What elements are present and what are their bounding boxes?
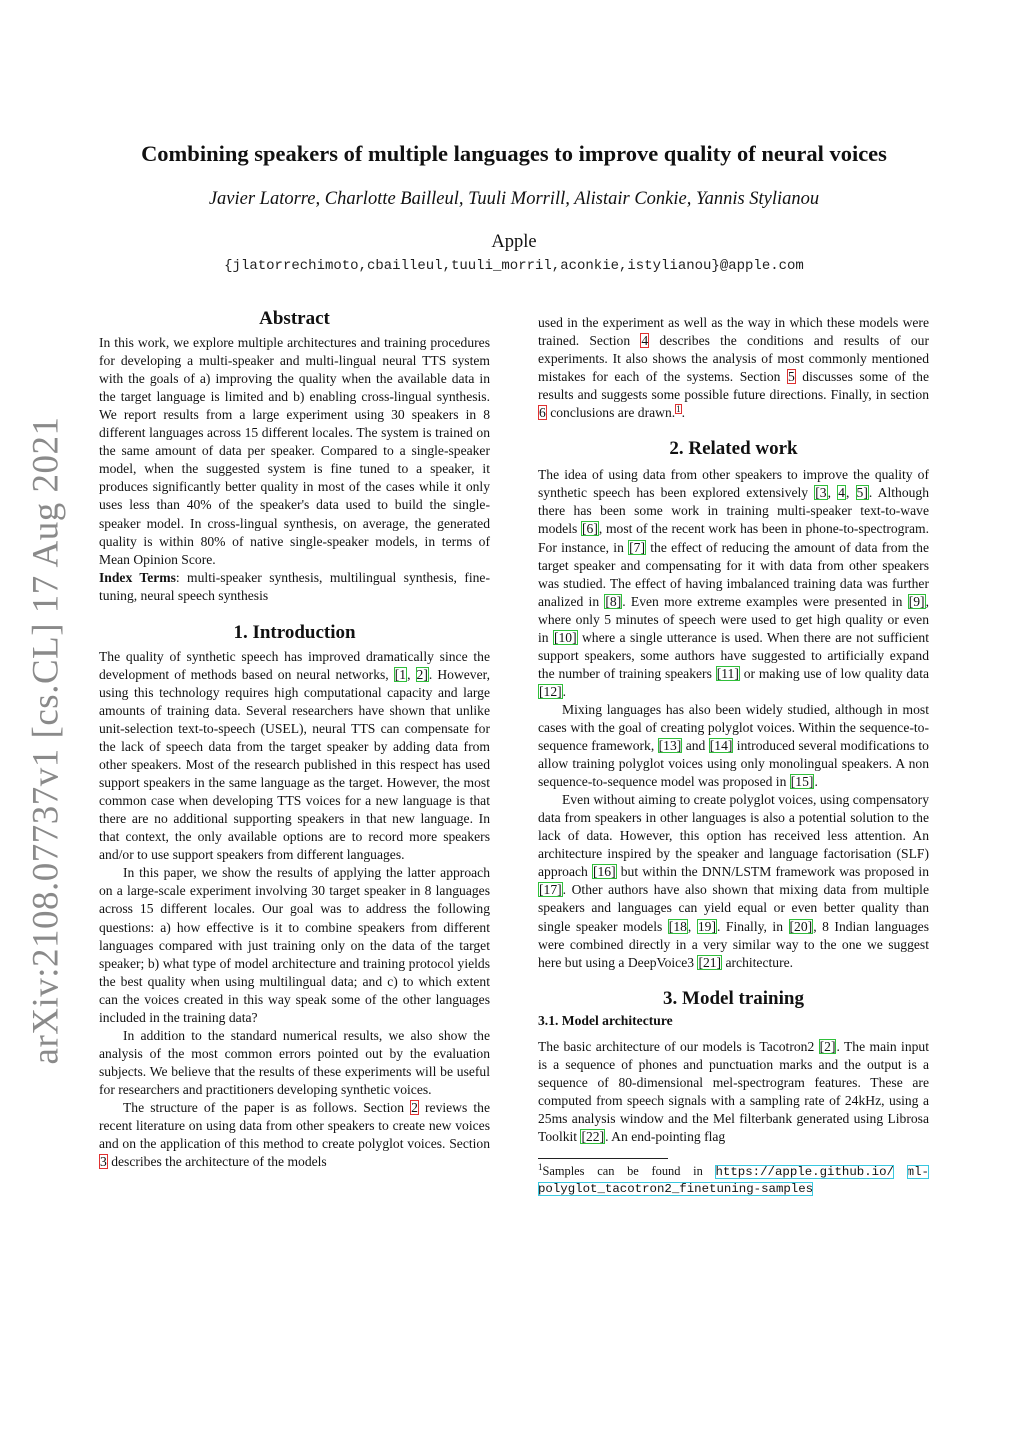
intro-paragraph-1: The quality of synthetic speech has improved dramatically since the development of methods based on neural networks, [1, 2]. However, using this technology requires high computational capacity and large amounts of training data. Several researchers have shown that unlike unit-selection text-to-speech (USEL), neural TTS can compensate for the lack of speech data from the target speaker by adding data from other speakers. Most of the research published in this respect has used support speakers in the same language as the target. However, the most common case when developing TTS voices for a new language is that there are no additional supporting speakers in that new language. In that context, the only available options are to record more speakers and/or to use support speakers from different languages. — [99, 648, 491, 863]
citation-3[interactable]: [3 — [815, 485, 827, 501]
intro-paragraph-2: In this paper, we show the results of applying the latter approach on a large-scale experiment involving 30 target speaker in 8 languages across 15 different locales. Our goal was to address the following questions: a) how effective is it to combine speakers from different languages compared with just training only on the data of the target speaker; b) what type of model architecture and training protocol yields the best quality when using multilingual data; and c) to which extent can the voices created in this way speak some of the other languages included in the training data? — [99, 865, 490, 1025]
author-list: Javier Latorre, Charlotte Bailleul, Tuuli Morrill, Alistair Conkie, Yannis Stylianou — [208, 189, 820, 209]
citation-15[interactable]: [15] — [790, 774, 814, 790]
footnote — [538, 1163, 929, 1197]
paper-title: Combining speakers of multiple languages to improve quality of neural voices — [141, 141, 887, 166]
model-paragraph-1: The basic architecture of our models is Tacotron2 [2]. The main input is a sequence of phones and punctuation marks and the output is a sequence of 80-dimensional mel-spectrogram features. These are computed from speech signals with a sampling rate of 24kHz, using a 25ms analysis window and the Mel filterbank generated using Librosa Toolkit [22]. An end-pointing flag — [538, 1038, 930, 1144]
index-terms-label: Index Terms — [99, 569, 176, 585]
affiliation: Apple — [491, 232, 537, 252]
abstract-text: In this work, we explore multiple architectures and training procedures for developing a multi-speaker and multi-lingual neural TTS system with the goals of a) improving the quality when the available data in the target language is limited and b) enabling cross-lingual synthesis. We report results from a large experiment using 30 speakers in 8 different languages across 15 different locales. The system is trained on the same amount of data per speaker. Compared to a single-speaker model, when the suggested system is fine tuned to a speaker, it produces significantly better quality in most of the cases while it only uses less than 40% of the speaker's data used to build the single-speaker model. In cross-lingual synthesis, on average, the generated quality is within 80% of native single-speaker models, in terms of Mean Opinion Score. — [99, 335, 490, 567]
citation-9[interactable]: [9] — [908, 593, 925, 609]
citation-19[interactable]: 19] — [697, 918, 716, 934]
citation-14[interactable]: [14] — [709, 738, 733, 754]
related-work-heading: 2. Related work — [669, 438, 798, 460]
left-column — [99, 310, 490, 1171]
index-terms-text: : multi-speaker synthesis, multilingual synthesis, fine-tuning, neural speech synthesis — [99, 569, 490, 603]
citation-1[interactable]: [1 — [394, 666, 407, 682]
citation-18[interactable]: [18 — [668, 918, 687, 934]
citation-12[interactable]: [12] — [539, 683, 562, 699]
section-link-5[interactable]: 5 — [787, 369, 795, 385]
arxiv-id-text: arXiv:2108.07737v1 [cs.CL] 17 Aug 2021 — [25, 416, 67, 1064]
footnote-url-part-2[interactable]: ml-polyglot_tacotron2_finetuning-samples — [538, 1165, 929, 1197]
citation-22[interactable]: [22] — [581, 1128, 605, 1144]
author-emails: {jlatorrechimoto,cbailleul,tuuli_morril,aconkie,istylianou}@apple.com — [224, 258, 804, 274]
footnote-text: Samples can be found in — [542, 1164, 716, 1179]
model-training-heading: 3. Model training — [663, 987, 804, 1009]
citation-5[interactable]: 5] — [856, 485, 868, 501]
citation-8[interactable]: [8] — [605, 593, 622, 609]
section-link-2[interactable]: 2 — [411, 1099, 418, 1115]
related-paragraph-1: The idea of using data from other speakers to improve the quality of synthetic speech has been explored extensively [3, 4, 5]. Although there has been some work in training multi-speaker text-to-wave models [6], most of the recent work has been in phone-to-spectrogram. For instance, in [7] the effect of reducing the amount of data from the target speaker and compensating for it with data from other speakers was studied. The effect of having imbalanced training data was further analized in [8]. Even more extreme examples were presented in [9], where only 5 minutes of speech were used to get high quality or even in [10] where a single utterance is used. When there are not sufficient support speakers, some authors have suggested to artificially expand the number of training speakers [11] or making use of low quality data [12]. — [538, 467, 930, 699]
section-link-3[interactable]: 3 — [100, 1154, 107, 1170]
citation-10[interactable]: [10] — [553, 629, 577, 645]
footnote-rule — [538, 1158, 668, 1159]
citation-17[interactable]: [17] — [539, 882, 562, 898]
citation-7[interactable]: [7] — [629, 539, 645, 555]
abstract-heading: Abstract — [259, 308, 330, 329]
intro-continuation: used in the experiment as well as the way in which these models were trained. Section 4 describes the conditions and results of our experiments. It also shows the analysis of most commonly mentioned mistakes for each of the systems. Section 5 discusses some of the results and suggests some possible future directions. Finally, in section 6 conclusions are drawn.$^1$. — [538, 315, 930, 421]
intro-paragraph-3: In addition to the standard numerical results, we also show the analysis of the most common errors pointed out by the evaluation subjects. We believe that the results of these experiments will be useful for researchers and practitioners developing synthetic voices. — [99, 1027, 490, 1097]
section-link-6[interactable]: 6 — [539, 405, 546, 421]
related-paragraph-3: Even without aiming to create polyglot voices, using compensatory data from speakers in other languages is also a potential solution to the lack of data. However, this option has received less attention. An architecture inspired by the speaker and language factorisation (SLF) approach [16] but within the DNN/LSTM framework was proposed in [17]. Other authors have also shown that mixing data from multiple speakers and languages can yield equal or even better quality than single speaker models [18, 19]. Finally, in [20], 8 Indian languages were combined directly in a very similar way to the one we suggest here but using a DeepVoice3 [21] architecture. — [538, 792, 930, 970]
intro-heading: 1. Introduction — [233, 621, 356, 643]
related-paragraph-2: Mixing languages has also been widely studied, although in most cases with the goal of creating polyglot voices. Within the sequence-to-sequence framework, [13] and [14] introduced several modifications to allow training polyglot voices using only monolingual speakers. A non sequence-to-sequence model was proposed in [15]. — [538, 701, 929, 790]
footnote-link-1[interactable]: 1 — [676, 403, 681, 414]
section-link-4[interactable]: 4 — [641, 333, 649, 349]
index-terms — [99, 569, 490, 605]
citation-2b[interactable]: [2] — [819, 1038, 836, 1054]
intro-paragraph-4: The structure of the paper is as follows. Section 2 reviews the recent literature on using data from other speakers to create new voices and on the application of this method to create polyglot voices. Section 3 describes the architecture of the models — [99, 1099, 490, 1170]
model-architecture-subheading: 3.1. Model architecture — [538, 1012, 673, 1028]
citation-11[interactable]: [11] — [716, 665, 739, 681]
citation-16[interactable]: [16] — [592, 864, 616, 880]
citation-2[interactable]: 2] — [416, 666, 428, 682]
footnote-url-part-1[interactable]: https://apple.github.io/ — [715, 1165, 894, 1180]
arxiv-identifier — [25, 416, 67, 1064]
citation-21[interactable]: [21] — [698, 954, 722, 970]
citation-6[interactable]: [6] — [582, 521, 598, 537]
citation-13[interactable]: [13] — [658, 738, 682, 754]
right-column — [538, 314, 929, 1197]
footnote-mark: 1 — [538, 1161, 543, 1172]
citation-20[interactable]: [20] — [789, 918, 813, 934]
citation-4[interactable]: 4 — [838, 485, 845, 501]
